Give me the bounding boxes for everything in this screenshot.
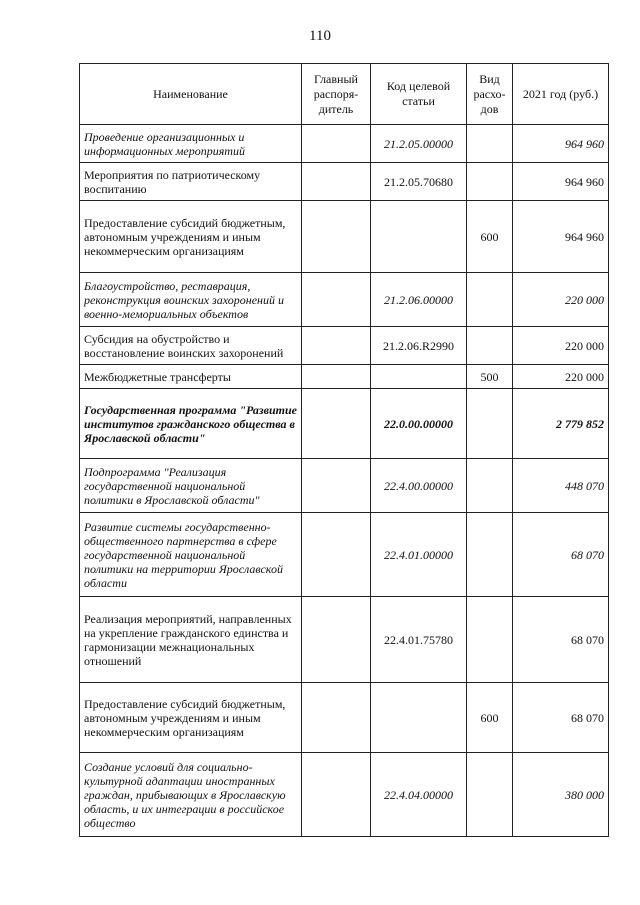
cell-name: Подпрограмма "Реализация государственной национальной политики в Ярославской области" xyxy=(80,459,302,513)
cell-manager xyxy=(302,365,371,389)
cell-code: 22.4.01.00000 xyxy=(371,513,467,597)
cell-manager xyxy=(302,597,371,683)
header-vid: Вид расхо-дов xyxy=(467,64,513,125)
table-header-row xyxy=(80,64,609,125)
cell-vid xyxy=(467,513,513,597)
cell-name: Развитие системы государственно-общественного партнерства в сфере государственной национальной политики на территории Ярославской области xyxy=(80,513,302,597)
cell-manager xyxy=(302,273,371,327)
cell-manager xyxy=(302,753,371,837)
cell-code: 22.4.00.00000 xyxy=(371,459,467,513)
cell-code xyxy=(371,365,467,389)
cell-amount: 68 070 xyxy=(513,683,609,753)
cell-code xyxy=(371,201,467,273)
cell-manager xyxy=(302,389,371,459)
cell-code: 22.4.04.00000 xyxy=(371,753,467,837)
cell-code: 21.2.05.70680 xyxy=(371,163,467,201)
table-body xyxy=(80,125,609,837)
cell-name: Создание условий для социально-культурной адаптации иностранных граждан, прибывающих в Ярославскую область, и их интеграции в российское общество xyxy=(80,753,302,837)
cell-vid xyxy=(467,389,513,459)
cell-vid xyxy=(467,163,513,201)
cell-code: 21.2.05.00000 xyxy=(371,125,467,163)
cell-amount: 964 960 xyxy=(513,163,609,201)
cell-manager xyxy=(302,201,371,273)
table-row xyxy=(80,163,609,201)
table-row xyxy=(80,597,609,683)
cell-vid xyxy=(467,753,513,837)
cell-amount: 380 000 xyxy=(513,753,609,837)
cell-name: Реализация мероприятий, направленных на укрепление гражданского единства и гармонизации межнациональных отношений xyxy=(80,597,302,683)
table-row xyxy=(80,459,609,513)
page-number: 110 xyxy=(309,28,331,44)
cell-manager xyxy=(302,683,371,753)
cell-manager xyxy=(302,327,371,365)
cell-name: Предоставление субсидий бюджетным, автономным учреждениям и иным некоммерческим организациям xyxy=(80,683,302,753)
header-amount: 2021 год (руб.) xyxy=(513,64,609,125)
cell-code: 22.0.00.00000 xyxy=(371,389,467,459)
cell-amount: 68 070 xyxy=(513,513,609,597)
table-row xyxy=(80,125,609,163)
table-row xyxy=(80,753,609,837)
cell-amount: 964 960 xyxy=(513,201,609,273)
cell-amount: 220 000 xyxy=(513,273,609,327)
cell-manager xyxy=(302,163,371,201)
cell-vid xyxy=(467,327,513,365)
cell-vid: 500 xyxy=(467,365,513,389)
cell-name: Мероприятия по патриотическому воспитанию xyxy=(80,163,302,201)
cell-name: Предоставление субсидий бюджетным, автономным учреждениям и иным некоммерческим организациям xyxy=(80,201,302,273)
cell-code: 21.2.06.00000 xyxy=(371,273,467,327)
cell-name: Субсидия на обустройство и восстановление воинских захоронений xyxy=(80,327,302,365)
cell-amount: 2 779 852 xyxy=(513,389,609,459)
budget-table xyxy=(79,63,609,837)
cell-manager xyxy=(302,459,371,513)
cell-code: 21.2.06.R2990 xyxy=(371,327,467,365)
cell-amount: 220 000 xyxy=(513,327,609,365)
cell-vid: 600 xyxy=(467,683,513,753)
cell-amount: 220 000 xyxy=(513,365,609,389)
table-row xyxy=(80,201,609,273)
cell-name: Проведение организационных и информационных мероприятий xyxy=(80,125,302,163)
header-name: Наименование xyxy=(80,64,302,125)
header-code: Код целевой статьи xyxy=(371,64,467,125)
cell-vid xyxy=(467,597,513,683)
cell-vid xyxy=(467,459,513,513)
table-row xyxy=(80,683,609,753)
cell-vid xyxy=(467,273,513,327)
cell-vid xyxy=(467,125,513,163)
cell-name: Благоустройство, реставрация, реконструкция воинских захоронений и военно-мемориальных объектов xyxy=(80,273,302,327)
cell-amount: 68 070 xyxy=(513,597,609,683)
cell-amount: 448 070 xyxy=(513,459,609,513)
table-row xyxy=(80,365,609,389)
cell-vid: 600 xyxy=(467,201,513,273)
table-row xyxy=(80,327,609,365)
table-row xyxy=(80,273,609,327)
cell-name: Межбюджетные трансферты xyxy=(80,365,302,389)
table-row xyxy=(80,389,609,459)
cell-manager xyxy=(302,513,371,597)
cell-name: Государственная программа "Развитие институтов гражданского общества в Ярославской области" xyxy=(80,389,302,459)
table-row xyxy=(80,513,609,597)
cell-amount: 964 960 xyxy=(513,125,609,163)
header-manager: Главный распоря-дитель xyxy=(302,64,371,125)
cell-manager xyxy=(302,125,371,163)
cell-code: 22.4.01.75780 xyxy=(371,597,467,683)
cell-code xyxy=(371,683,467,753)
